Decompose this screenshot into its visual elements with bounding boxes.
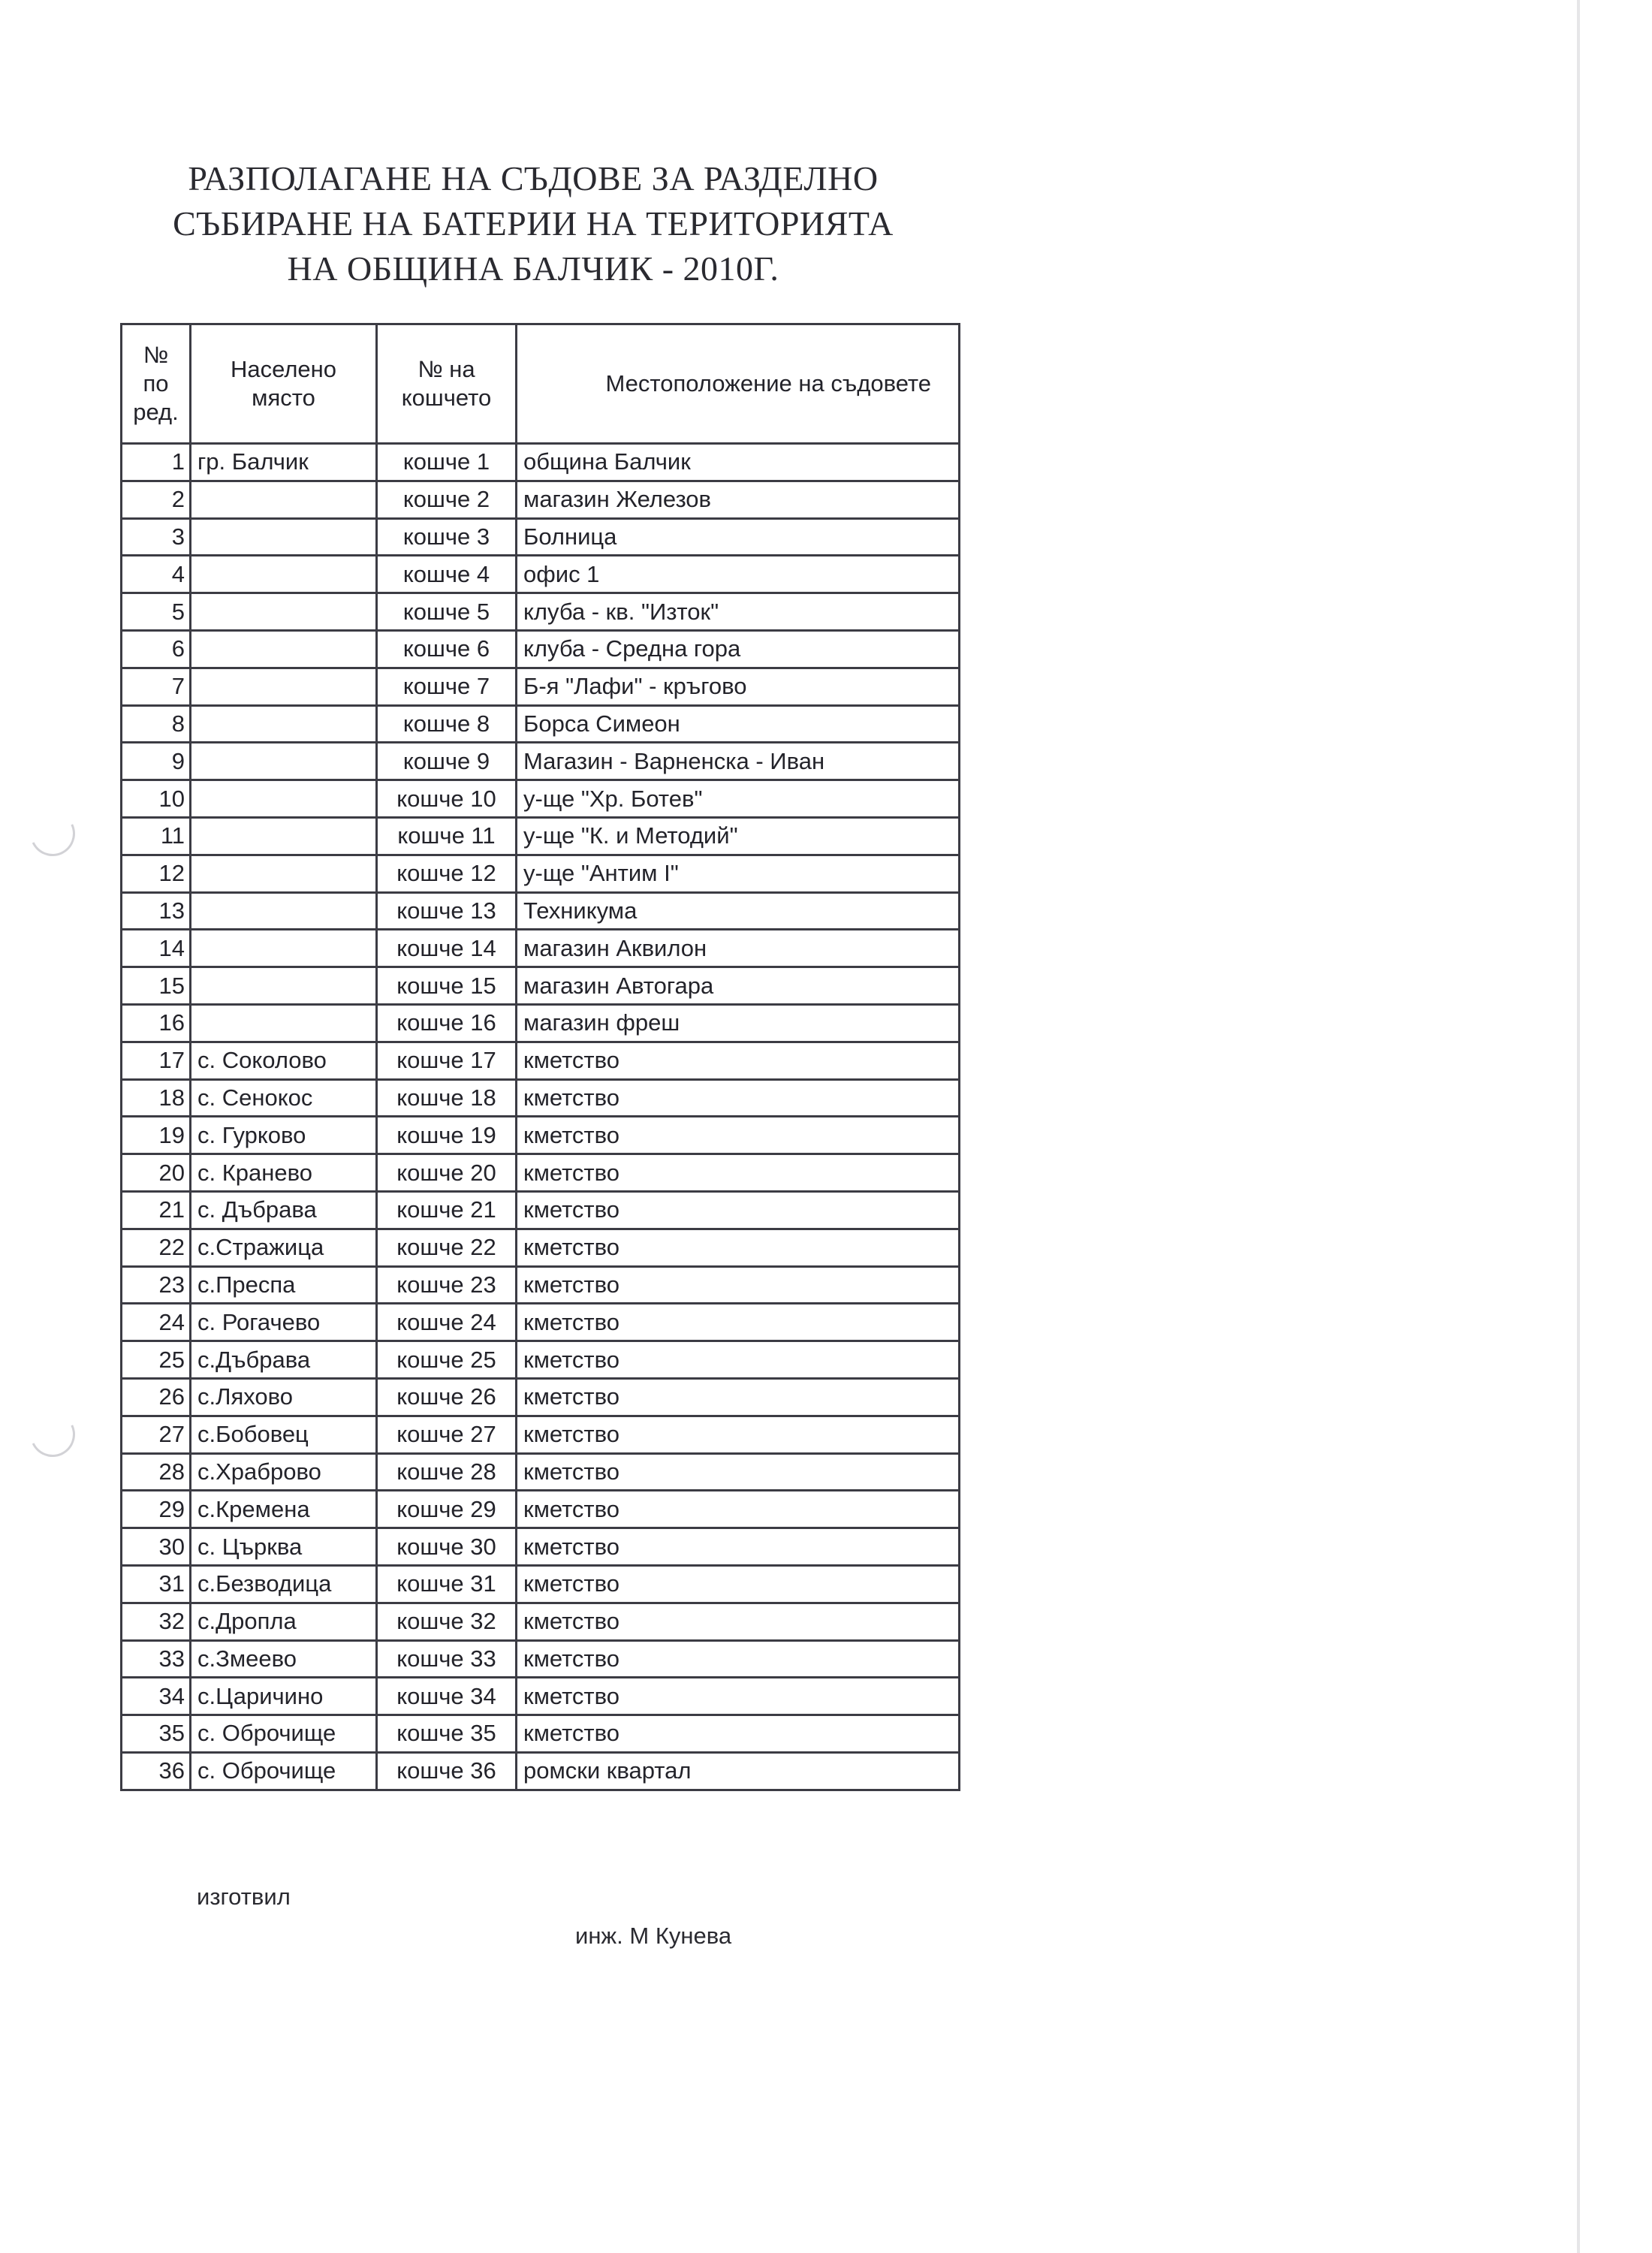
row-place: гр. Балчик	[191, 444, 377, 481]
table-row	[122, 630, 960, 668]
document-title	[105, 156, 961, 291]
row-bin: кошче 12	[377, 855, 517, 892]
header-place: Населено място	[191, 324, 377, 444]
row-location: магазин фреш	[517, 1004, 960, 1042]
row-number: 12	[122, 855, 191, 892]
row-location: клуба - Средна гора	[517, 630, 960, 668]
row-place: с.Царичино	[191, 1678, 377, 1715]
row-location: кметство	[517, 1491, 960, 1528]
row-bin: кошче 5	[377, 593, 517, 631]
row-number: 27	[122, 1416, 191, 1453]
row-number: 14	[122, 930, 191, 967]
row-place: с.Ляхово	[191, 1378, 377, 1416]
row-place	[191, 668, 377, 705]
row-place	[191, 817, 377, 855]
row-bin: кошче 3	[377, 518, 517, 556]
row-bin: кошче 34	[377, 1678, 517, 1715]
table-row	[122, 1565, 960, 1603]
row-location: у-ще "К. и Методий"	[517, 817, 960, 855]
table-row	[122, 1042, 960, 1079]
row-place	[191, 967, 377, 1005]
table-row	[122, 1752, 960, 1790]
table-row	[122, 1154, 960, 1192]
row-bin: кошче 30	[377, 1528, 517, 1566]
row-bin: кошче 29	[377, 1491, 517, 1528]
table-row	[122, 817, 960, 855]
row-bin: кошче 27	[377, 1416, 517, 1453]
table-row	[122, 1453, 960, 1491]
row-place	[191, 780, 377, 818]
table-row	[122, 1640, 960, 1678]
row-number: 13	[122, 892, 191, 930]
table-row	[122, 1079, 960, 1117]
row-location: кметство	[517, 1304, 960, 1341]
header-location: Местоположение на съдовете	[517, 324, 960, 444]
row-location: Техникума	[517, 892, 960, 930]
table-row	[122, 1416, 960, 1453]
row-number: 11	[122, 817, 191, 855]
row-location: магазин Железов	[517, 481, 960, 518]
row-bin: кошче 10	[377, 780, 517, 818]
row-location: кметство	[517, 1154, 960, 1192]
row-bin: кошче 24	[377, 1304, 517, 1341]
row-bin: кошче 17	[377, 1042, 517, 1079]
table-header-row	[122, 324, 960, 444]
row-number: 1	[122, 444, 191, 481]
row-bin: кошче 13	[377, 892, 517, 930]
row-number: 2	[122, 481, 191, 518]
row-place	[191, 705, 377, 743]
table-row	[122, 518, 960, 556]
row-bin: кошче 8	[377, 705, 517, 743]
row-number: 22	[122, 1229, 191, 1266]
row-number: 4	[122, 556, 191, 593]
row-location: кметство	[517, 1603, 960, 1640]
row-location: у-ще "Антим I"	[517, 855, 960, 892]
row-number: 33	[122, 1640, 191, 1678]
table-row	[122, 1004, 960, 1042]
row-bin: кошче 18	[377, 1079, 517, 1117]
row-location: у-ще "Хр. Ботев"	[517, 780, 960, 818]
row-location: ромски квартал	[517, 1752, 960, 1790]
table-row	[122, 855, 960, 892]
table-row	[122, 444, 960, 481]
row-place: с. Сенокос	[191, 1079, 377, 1117]
bins-table	[120, 323, 960, 1791]
row-location: кметство	[517, 1079, 960, 1117]
row-bin: кошче 25	[377, 1341, 517, 1379]
row-location: кметство	[517, 1117, 960, 1154]
row-place	[191, 743, 377, 780]
row-location: кметство	[517, 1678, 960, 1715]
row-location: кметство	[517, 1565, 960, 1603]
row-bin: кошче 31	[377, 1565, 517, 1603]
row-place	[191, 630, 377, 668]
title-line: СЪБИРАНЕ НА БАТЕРИИ НА ТЕРИТОРИЯТА	[173, 204, 894, 243]
row-bin: кошче 28	[377, 1453, 517, 1491]
row-bin: кошче 15	[377, 967, 517, 1005]
table-row	[122, 1266, 960, 1304]
row-number: 24	[122, 1304, 191, 1341]
row-number: 10	[122, 780, 191, 818]
table-row	[122, 593, 960, 631]
row-bin: кошче 23	[377, 1266, 517, 1304]
table-row	[122, 481, 960, 518]
row-place	[191, 593, 377, 631]
row-number: 18	[122, 1079, 191, 1117]
row-number: 6	[122, 630, 191, 668]
row-place: с. Оброчище	[191, 1752, 377, 1790]
row-number: 9	[122, 743, 191, 780]
row-number: 8	[122, 705, 191, 743]
row-place	[191, 481, 377, 518]
row-location: кметство	[517, 1528, 960, 1566]
row-location: Борса Симеон	[517, 705, 960, 743]
prepared-by-label: изготвил	[197, 1884, 291, 1910]
row-place: с. Църква	[191, 1528, 377, 1566]
row-number: 30	[122, 1528, 191, 1566]
table-row	[122, 967, 960, 1005]
row-number: 25	[122, 1341, 191, 1379]
row-number: 20	[122, 1154, 191, 1192]
row-location: кметство	[517, 1640, 960, 1678]
punch-hole-mark	[24, 1406, 82, 1464]
row-number: 29	[122, 1491, 191, 1528]
row-location: община Балчик	[517, 444, 960, 481]
row-bin: кошче 19	[377, 1117, 517, 1154]
row-number: 28	[122, 1453, 191, 1491]
row-location: кметство	[517, 1341, 960, 1379]
table-row	[122, 1678, 960, 1715]
row-bin: кошче 16	[377, 1004, 517, 1042]
row-place: с.Храброво	[191, 1453, 377, 1491]
row-number: 34	[122, 1678, 191, 1715]
table-row	[122, 1304, 960, 1341]
title-line: НА ОБЩИНА БАЛЧИК - 2010Г.	[287, 249, 779, 288]
row-bin: кошче 33	[377, 1640, 517, 1678]
row-place: с. Рогачево	[191, 1304, 377, 1341]
row-location: клуба - кв. "Изток"	[517, 593, 960, 631]
row-place: с.Безводица	[191, 1565, 377, 1603]
row-number: 16	[122, 1004, 191, 1042]
row-location: кметство	[517, 1191, 960, 1229]
table-row	[122, 1341, 960, 1379]
row-place: с.Змеево	[191, 1640, 377, 1678]
signer-name: инж. М Кунева	[575, 1923, 732, 1949]
table-row	[122, 1528, 960, 1566]
row-location: кметство	[517, 1715, 960, 1753]
table-row	[122, 1229, 960, 1266]
row-place: с.Дропла	[191, 1603, 377, 1640]
row-place	[191, 930, 377, 967]
row-bin: кошче 36	[377, 1752, 517, 1790]
row-bin: кошче 32	[377, 1603, 517, 1640]
row-place: с. Соколово	[191, 1042, 377, 1079]
row-bin: кошче 7	[377, 668, 517, 705]
row-location: магазин Автогара	[517, 967, 960, 1005]
header-bin: № на кошчето	[377, 324, 517, 444]
row-place	[191, 1004, 377, 1042]
row-location: Болница	[517, 518, 960, 556]
row-bin: кошче 9	[377, 743, 517, 780]
row-place: с.Преспа	[191, 1266, 377, 1304]
table-row	[122, 743, 960, 780]
row-bin: кошче 4	[377, 556, 517, 593]
row-bin: кошче 6	[377, 630, 517, 668]
row-bin: кошче 1	[377, 444, 517, 481]
row-place: с. Оброчище	[191, 1715, 377, 1753]
table-row	[122, 892, 960, 930]
row-location: кметство	[517, 1042, 960, 1079]
table-row	[122, 705, 960, 743]
row-place: с.Кремена	[191, 1491, 377, 1528]
table-row	[122, 668, 960, 705]
row-place	[191, 855, 377, 892]
row-bin: кошче 2	[377, 481, 517, 518]
table-body	[122, 444, 960, 1790]
row-place	[191, 892, 377, 930]
page-edge	[1577, 0, 1580, 2253]
table-row	[122, 1491, 960, 1528]
row-location: кметство	[517, 1416, 960, 1453]
table-row	[122, 1715, 960, 1753]
table-row	[122, 1191, 960, 1229]
row-bin: кошче 26	[377, 1378, 517, 1416]
row-bin: кошче 20	[377, 1154, 517, 1192]
row-number: 35	[122, 1715, 191, 1753]
row-bin: кошче 21	[377, 1191, 517, 1229]
row-location: Б-я "Лафи" - кръгово	[517, 668, 960, 705]
table-row	[122, 1117, 960, 1154]
row-number: 21	[122, 1191, 191, 1229]
table-row	[122, 556, 960, 593]
row-place	[191, 556, 377, 593]
row-number: 7	[122, 668, 191, 705]
row-place: с.Дъбрава	[191, 1341, 377, 1379]
row-number: 3	[122, 518, 191, 556]
row-location: кметство	[517, 1453, 960, 1491]
row-location: кметство	[517, 1378, 960, 1416]
punch-hole-mark	[24, 805, 82, 863]
table-row	[122, 930, 960, 967]
row-location: магазин Аквилон	[517, 930, 960, 967]
row-number: 26	[122, 1378, 191, 1416]
row-location: офис 1	[517, 556, 960, 593]
row-bin: кошче 35	[377, 1715, 517, 1753]
table-row	[122, 1603, 960, 1640]
row-number: 32	[122, 1603, 191, 1640]
row-location: Магазин - Варненска - Иван	[517, 743, 960, 780]
row-place: с. Гурково	[191, 1117, 377, 1154]
row-number: 36	[122, 1752, 191, 1790]
row-number: 31	[122, 1565, 191, 1603]
row-location: кметство	[517, 1229, 960, 1266]
row-location: кметство	[517, 1266, 960, 1304]
row-number: 5	[122, 593, 191, 631]
header-no: № по ред.	[122, 324, 191, 444]
row-number: 15	[122, 967, 191, 1005]
table-row	[122, 1378, 960, 1416]
row-number: 23	[122, 1266, 191, 1304]
row-place: с. Кранево	[191, 1154, 377, 1192]
row-place: с.Бобовец	[191, 1416, 377, 1453]
row-number: 19	[122, 1117, 191, 1154]
row-number: 17	[122, 1042, 191, 1079]
title-line: РАЗПОЛАГАНЕ НА СЪДОВЕ ЗА РАЗДЕЛНО	[188, 159, 879, 198]
row-bin: кошче 22	[377, 1229, 517, 1266]
row-place: с.Стражица	[191, 1229, 377, 1266]
row-place	[191, 518, 377, 556]
row-bin: кошче 14	[377, 930, 517, 967]
row-place: с. Дъбрава	[191, 1191, 377, 1229]
row-bin: кошче 11	[377, 817, 517, 855]
table-row	[122, 780, 960, 818]
